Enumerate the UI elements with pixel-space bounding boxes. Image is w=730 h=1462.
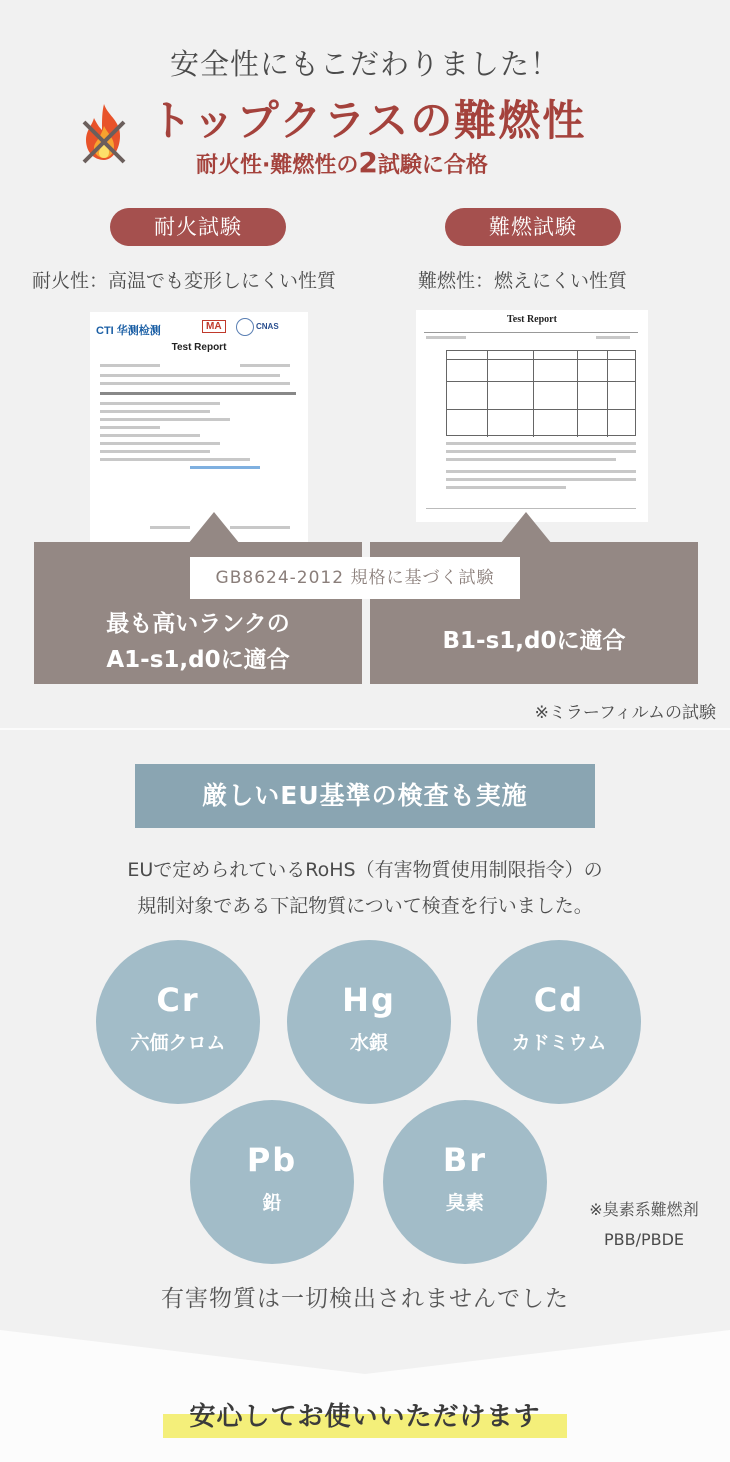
- substance-symbol: Cr: [156, 981, 200, 1019]
- mirror-film-note: ※ミラーフィルムの試験: [534, 703, 716, 723]
- eu-description-line2: 規制対象である下記物質について検査を行いました。: [137, 895, 593, 917]
- substance-name: カドミウム: [511, 1032, 607, 1054]
- fire-test-result: [34, 606, 362, 678]
- bromine-note-line2: PBB/PBDE: [603, 1230, 685, 1249]
- substance-name: 六価クロム: [130, 1032, 226, 1054]
- substance-circle-br: [383, 1100, 547, 1264]
- flame-retardant-test-label: 難燃試験: [445, 208, 621, 246]
- main-subtitle-suffix: 試験に合格: [377, 153, 488, 178]
- panel-pointer-right: [500, 512, 552, 544]
- cti-logo: CTI 华测检测: [96, 325, 161, 337]
- substance-symbol: Cd: [533, 981, 585, 1019]
- substance-circle-cr: [96, 940, 260, 1104]
- report-title: Test Report: [507, 314, 557, 325]
- standard-label: GB8624-2012 規格に基づく試験: [190, 557, 520, 599]
- substance-name: 鉛: [262, 1192, 282, 1214]
- eu-description-line1: EUで定められているRoHS（有害物質使用制限指令）の: [127, 859, 603, 881]
- main-title: トップクラスの難燃性: [150, 96, 587, 145]
- fire-test-result-line2: A1-s1,d0に適合: [106, 647, 290, 673]
- section-divider: [0, 728, 730, 730]
- fire-resistance-test-label: 耐火試験: [110, 208, 286, 246]
- bromine-note: [566, 1195, 722, 1255]
- substance-symbol: Br: [442, 1141, 488, 1179]
- no-hazard-result: 有害物質は一切検出されませんでした: [161, 1286, 569, 1312]
- substance-name: 水銀: [349, 1032, 388, 1054]
- report-table: [446, 350, 636, 436]
- substance-circle-pb: [190, 1100, 354, 1264]
- fire-crossed-icon: [74, 100, 134, 166]
- main-subtitle: [196, 146, 488, 179]
- main-subtitle-number: 2: [358, 146, 378, 179]
- section-subtitle: 安全性にもこだわりました！: [169, 47, 560, 81]
- main-subtitle-prefix: 耐火性·難燃性の: [196, 153, 359, 178]
- bromine-note-line1: ※臭素系難燃剤: [589, 1200, 699, 1219]
- footer-message: 安心してお使いいただけます: [189, 1402, 541, 1432]
- ilac-logo: [236, 318, 254, 336]
- report-title: Test Report: [171, 342, 227, 353]
- flame-retardant-desc: 難燃性：燃えにくい性質: [418, 270, 628, 292]
- fire-resistance-desc: 耐火性：高温でも変形しにくい性質: [32, 270, 337, 292]
- substance-symbol: Pb: [246, 1141, 298, 1179]
- flame-test-result: B1-s1,d0に適合: [442, 628, 626, 654]
- ma-logo: MA: [202, 320, 226, 333]
- fire-test-result-line1: 最も高いランクの: [106, 611, 290, 637]
- cnas-logo: CNAS: [256, 322, 279, 331]
- panel-pointer-left: [188, 512, 240, 544]
- footer-arrow: [0, 1330, 730, 1374]
- substance-symbol: Hg: [342, 981, 396, 1019]
- substance-circle-cd: [477, 940, 641, 1104]
- eu-heading: 厳しいEU基準の検査も実施: [135, 764, 595, 828]
- eu-description: [0, 852, 730, 924]
- substance-name: 臭素: [445, 1192, 484, 1214]
- flame-test-report-image: [416, 310, 648, 522]
- substance-circle-hg: [287, 940, 451, 1104]
